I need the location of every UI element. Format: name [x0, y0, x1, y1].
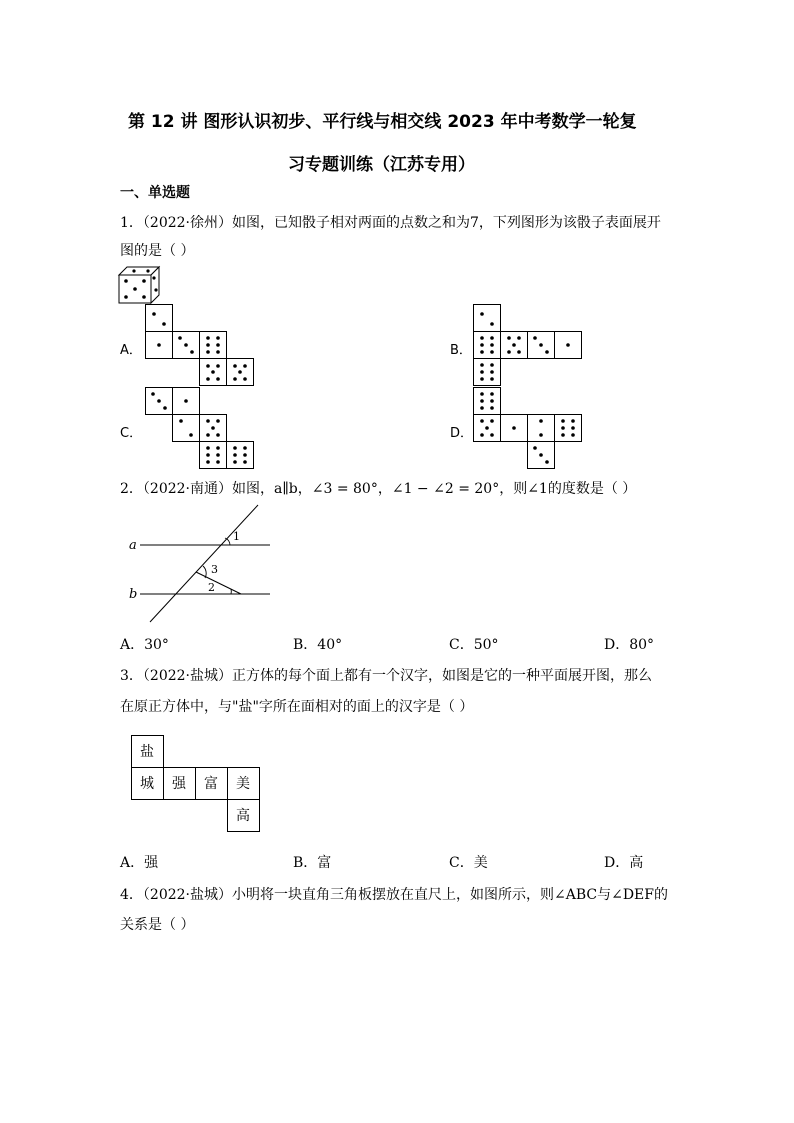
- q4-text-line1: 4．（2022·盐城）小明将一块直角三角板摆放在直尺上，如图所示，则∠ABC与∠DEF的: [120, 887, 668, 903]
- q1-text-line2: 图的是（ ）: [120, 243, 195, 259]
- q3-net-cell-gao: 高: [236, 808, 250, 824]
- q3-option-d: D．高: [604, 855, 644, 871]
- q3-text-line1: 3．（2022·盐城）正方体的每个面上都有一个汉字，如图是它的一种平面展开图，那么: [120, 668, 652, 684]
- q2-option-d: D．80°: [604, 637, 655, 653]
- q3-net-cell-yan: 盐: [140, 744, 154, 760]
- q1-option-b-net: [473, 304, 585, 388]
- q2-angle-2: 2: [208, 581, 215, 594]
- q1-text-line1: 1．（2022·徐州）如图，已知骰子相对两面的点数之和为7，下列图形为该骰子表面展开: [120, 215, 661, 231]
- q3-net-cell-mei: 美: [236, 776, 250, 792]
- q1-option-c-net: [145, 387, 255, 471]
- q3-option-b: B．富: [293, 855, 332, 871]
- q3-text-line2: 在原正方体中，与"盐"字所在面相对的面上的汉字是（ ）: [120, 699, 474, 715]
- q1-option-d-net: [473, 387, 585, 471]
- q2-label-a: a: [129, 538, 137, 553]
- q3-option-a: A．强: [120, 855, 159, 871]
- q2-option-b: B．40°: [293, 637, 343, 653]
- q4-text-line2: 关系是（ ）: [120, 917, 195, 933]
- q3-net-cell-qiang: 强: [172, 776, 186, 792]
- q3-cube-net-figure: [131, 735, 263, 833]
- q2-angle-1: 1: [233, 530, 240, 543]
- q1-option-c-label: C．: [120, 426, 143, 441]
- q1-option-d-label: D．: [450, 426, 474, 441]
- q1-option-a-label: A．: [120, 343, 142, 358]
- doc-title-line1: 第 12 讲 图形认识初步、平行线与相交线 2023 年中考数学一轮复: [128, 112, 637, 132]
- q2-parallel-lines-figure: [120, 500, 280, 630]
- q1-option-a-net: [145, 304, 255, 388]
- q2-text: 2．（2022·南通）如图，a∥b，∠3 = 80°，∠1 − ∠2 = 20°，则∠1的度数是（ ）: [120, 481, 637, 497]
- q2-option-c: C．50°: [449, 637, 499, 653]
- q2-label-b: b: [129, 587, 138, 602]
- q3-net-cell-cheng: 城: [140, 776, 154, 792]
- q1-option-b-label: B．: [450, 343, 472, 358]
- q3-net-cell-fu: 富: [204, 776, 218, 792]
- q1-dice-cube-figure: [118, 266, 162, 304]
- q2-angle-3: 3: [211, 563, 218, 576]
- section-heading: 一、单选题: [120, 185, 190, 201]
- q2-option-a: A．30°: [120, 637, 169, 653]
- q3-option-c: C．美: [449, 855, 488, 871]
- doc-title-line2: 习专题训练（江苏专用）: [288, 155, 475, 175]
